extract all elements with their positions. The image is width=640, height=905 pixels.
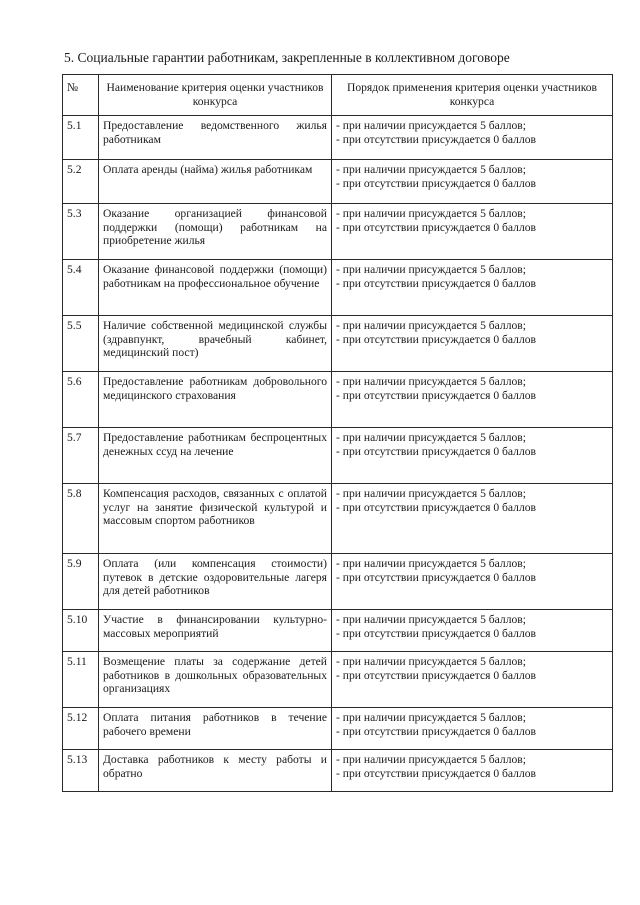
rule-present: - при наличии присуждается 5 баллов; bbox=[336, 207, 526, 220]
row-criterion: Наличие собственной медицинской службы (здравпункт, врачебный кабинет, медицинский пост) bbox=[99, 316, 332, 372]
criteria-table bbox=[62, 74, 613, 792]
table-body bbox=[63, 116, 613, 792]
row-num: 5.11 bbox=[63, 652, 99, 708]
row-criterion: Доставка работников к месту работы и обратно bbox=[99, 750, 332, 792]
row-rule bbox=[332, 260, 613, 316]
row-rule bbox=[332, 750, 613, 792]
row-num: 5.1 bbox=[63, 116, 99, 160]
row-criterion: Оплата (или компенсация стоимости) путевок в детские оздоровительные лагеря для детей работников bbox=[99, 554, 332, 610]
row-rule bbox=[332, 484, 613, 554]
header-criterion: Наименование критерия оценки участников конкурса bbox=[99, 75, 332, 116]
header-row bbox=[63, 75, 613, 116]
table-row bbox=[63, 204, 613, 260]
section-heading: 5. Социальные гарантии работникам, закрепленные в коллективном договоре bbox=[64, 50, 510, 65]
rule-absent: - при отсутствии присуждается 0 баллов bbox=[336, 668, 537, 682]
table-row bbox=[63, 750, 613, 792]
row-criterion: Участие в финансировании культурно-массовых мероприятий bbox=[99, 610, 332, 652]
row-criterion: Возмещение платы за содержание детей работников в дошкольных образовательных организациях bbox=[99, 652, 332, 708]
rule-present: - при наличии присуждается 5 баллов; bbox=[336, 753, 526, 766]
row-criterion: Предоставление ведомственного жилья работникам bbox=[99, 116, 332, 160]
row-num: 5.7 bbox=[63, 428, 99, 484]
rule-absent: - при отсутствии присуждается 0 баллов bbox=[336, 276, 537, 290]
row-num: 5.13 bbox=[63, 750, 99, 792]
table-row bbox=[63, 372, 613, 428]
rule-absent: - при отсутствии присуждается 0 баллов bbox=[336, 444, 537, 458]
row-num: 5.12 bbox=[63, 708, 99, 750]
row-num: 5.2 bbox=[63, 160, 99, 204]
rule-present: - при наличии присуждается 5 баллов; bbox=[336, 431, 526, 444]
row-num: 5.3 bbox=[63, 204, 99, 260]
row-rule bbox=[332, 708, 613, 750]
rule-absent: - при отсутствии присуждается 0 баллов bbox=[336, 176, 537, 190]
rule-present: - при наличии присуждается 5 баллов; bbox=[336, 655, 526, 668]
rule-absent: - при отсутствии присуждается 0 баллов bbox=[336, 570, 537, 584]
header-rule: Порядок применения критерия оценки участников конкурса bbox=[332, 75, 613, 116]
rule-present: - при наличии присуждается 5 баллов; bbox=[336, 119, 526, 132]
row-rule bbox=[332, 610, 613, 652]
header-num: № bbox=[63, 75, 99, 116]
row-criterion: Предоставление работникам добровольного медицинского страхования bbox=[99, 372, 332, 428]
rule-present: - при наличии присуждается 5 баллов; bbox=[336, 557, 526, 570]
rule-present: - при наличии присуждается 5 баллов; bbox=[336, 613, 526, 626]
row-rule bbox=[332, 204, 613, 260]
rule-present: - при наличии присуждается 5 баллов; bbox=[336, 711, 526, 724]
rule-absent: - при отсутствии присуждается 0 баллов bbox=[336, 724, 537, 738]
row-num: 5.10 bbox=[63, 610, 99, 652]
row-rule bbox=[332, 160, 613, 204]
rule-absent: - при отсутствии присуждается 0 баллов bbox=[336, 500, 537, 514]
row-criterion: Оказание организацией финансовой поддержки (помощи) работникам на приобретение жилья bbox=[99, 204, 332, 260]
table-row bbox=[63, 652, 613, 708]
table-row bbox=[63, 428, 613, 484]
table-row bbox=[63, 610, 613, 652]
rule-absent: - при отсутствии присуждается 0 баллов bbox=[336, 626, 537, 640]
row-rule bbox=[332, 652, 613, 708]
row-num: 5.9 bbox=[63, 554, 99, 610]
table-row bbox=[63, 116, 613, 160]
table-row bbox=[63, 316, 613, 372]
row-rule bbox=[332, 316, 613, 372]
row-rule bbox=[332, 428, 613, 484]
rule-present: - при наличии присуждается 5 баллов; bbox=[336, 319, 526, 332]
row-num: 5.4 bbox=[63, 260, 99, 316]
row-num: 5.5 bbox=[63, 316, 99, 372]
row-criterion: Компенсация расходов, связанных с оплатой услуг на занятие физической культурой и массовым спортом работников bbox=[99, 484, 332, 554]
row-criterion: Оказание финансовой поддержки (помощи) работникам на профессиональное обучение bbox=[99, 260, 332, 316]
row-criterion: Оплата аренды (найма) жилья работникам bbox=[99, 160, 332, 204]
table-header bbox=[63, 75, 613, 116]
row-rule bbox=[332, 554, 613, 610]
rule-absent: - при отсутствии присуждается 0 баллов bbox=[336, 332, 537, 346]
rule-absent: - при отсутствии присуждается 0 баллов bbox=[336, 220, 537, 234]
row-rule bbox=[332, 116, 613, 160]
rule-absent: - при отсутствии присуждается 0 баллов bbox=[336, 132, 537, 146]
table-row bbox=[63, 708, 613, 750]
table-row bbox=[63, 160, 613, 204]
row-criterion: Оплата питания работников в течение рабочего времени bbox=[99, 708, 332, 750]
row-num: 5.6 bbox=[63, 372, 99, 428]
rule-absent: - при отсутствии присуждается 0 баллов bbox=[336, 388, 537, 402]
rule-present: - при наличии присуждается 5 баллов; bbox=[336, 163, 526, 176]
rule-present: - при наличии присуждается 5 баллов; bbox=[336, 487, 526, 500]
rule-present: - при наличии присуждается 5 баллов; bbox=[336, 375, 526, 388]
rule-present: - при наличии присуждается 5 баллов; bbox=[336, 263, 526, 276]
table-row bbox=[63, 554, 613, 610]
table-row bbox=[63, 260, 613, 316]
row-criterion: Предоставление работникам беспроцентных денежных ссуд на лечение bbox=[99, 428, 332, 484]
rule-absent: - при отсутствии присуждается 0 баллов bbox=[336, 766, 537, 780]
row-num: 5.8 bbox=[63, 484, 99, 554]
table-row bbox=[63, 484, 613, 554]
row-rule bbox=[332, 372, 613, 428]
